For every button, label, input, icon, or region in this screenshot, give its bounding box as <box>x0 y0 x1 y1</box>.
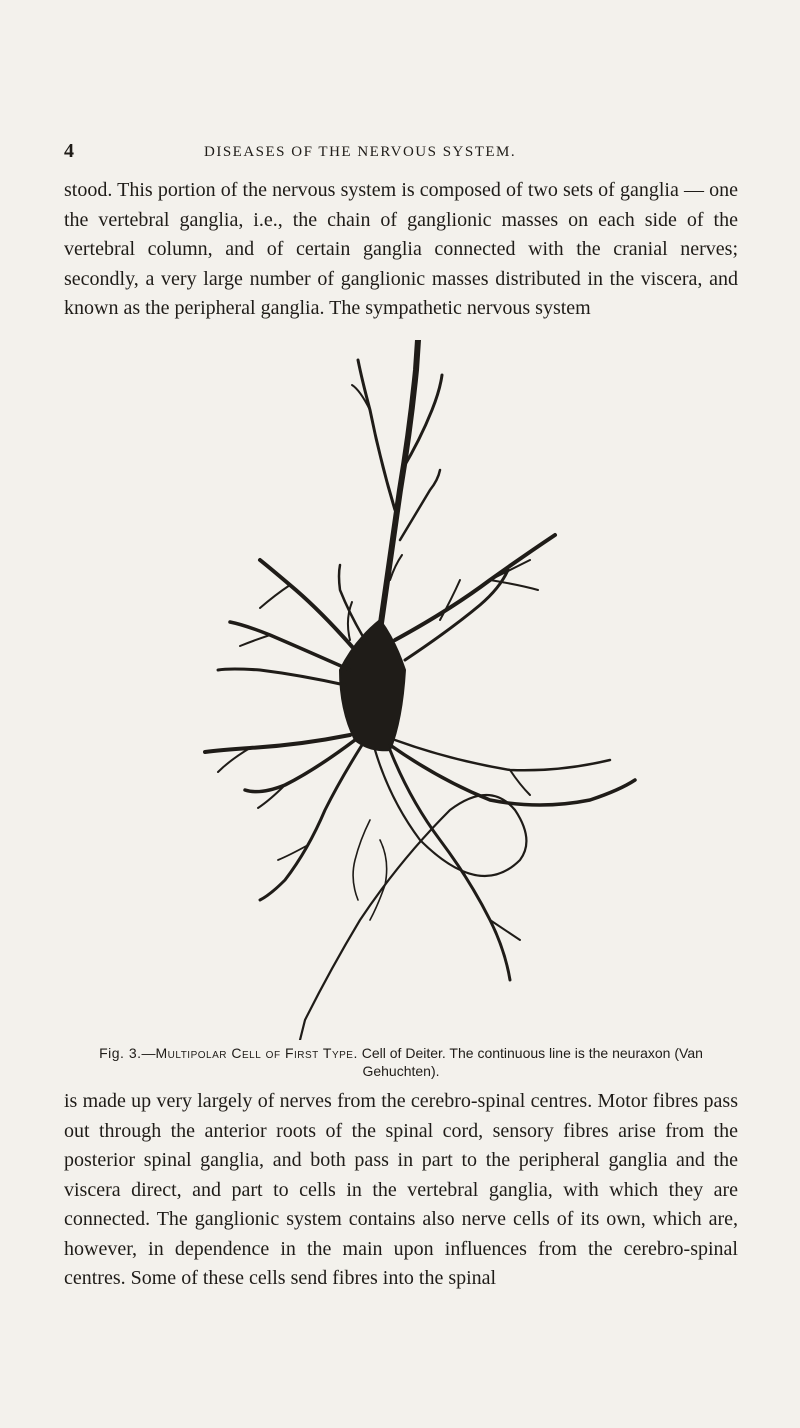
neuron-figure <box>190 340 650 1040</box>
oblique-dendrite-right-4 <box>440 580 460 620</box>
running-head <box>64 140 744 170</box>
dendrite-upper-left-2 <box>230 622 350 670</box>
neuraxon-collateral-2 <box>370 840 387 920</box>
basal-dendrite-left-4 <box>218 748 285 808</box>
basal-dendrite-right-5 <box>510 770 530 795</box>
figure-caption: Fig. 3.—Multipolar Cell of First Type. Cell of Deiter. The continuous line is the neuraxon (Van Gehuchten). <box>99 1045 703 1079</box>
paragraph-top <box>64 176 738 324</box>
figure-caption-text: Cell of Deiter. The continuous line is the neuraxon (Van Gehuchten). <box>361 1045 703 1079</box>
basal-dendrite-left-1 <box>205 735 350 752</box>
paragraph-bottom <box>64 1087 738 1294</box>
figure-title: Multipolar Cell of First Type. <box>155 1045 358 1061</box>
dendrite-upper-left-3 <box>218 669 345 685</box>
apical-dendrite <box>380 340 418 630</box>
oblique-dendrite-right-2 <box>405 570 508 660</box>
apical-branch-left <box>358 360 395 510</box>
neuraxon-collateral-1 <box>353 820 370 900</box>
basal-dendrite-right-4 <box>440 840 520 940</box>
dendrite-upper-left-5 <box>240 585 290 646</box>
paragraph-top-text: stood. This portion of the nervous system is composed of two sets of ganglia — one the vertebral ganglia, i.e., the chain of ganglionic masses on each side of the vertebral column, and of certain ganglia connected with the cranial nerves; secondly, a very large number of ganglionic masses distributed in the viscera, and known as the peripheral ganglia. The sympathetic nervous system <box>64 179 738 319</box>
multipolar-neuron-illustration <box>190 340 650 1040</box>
apical-branch-right-2 <box>400 470 440 540</box>
running-title: DISEASES OF THE NERVOUS SYSTEM. <box>204 144 517 160</box>
page-number: 4 <box>64 140 76 162</box>
figure-label: Fig. 3. <box>99 1045 142 1061</box>
basal-dendrite-right-2 <box>395 740 610 770</box>
basal-dendrite-left-3 <box>260 745 362 900</box>
paragraph-bottom-text: is made up very largely of nerves from the cerebro-spinal centres. Motor fibres pass out through the anterior roots of the spinal cord, sensory fibres arise from the posterior spinal ganglia, and both pass in part to the peripheral ganglia and the viscera direct, and part to cells in the vertebral ganglia, with which they are connected. The ganglionic system contains also nerve cells of its own, which are, however, in dependence in the main upon influences from the cerebro-spinal centres. Some of these cells send fibres into the spinal <box>64 1090 738 1289</box>
